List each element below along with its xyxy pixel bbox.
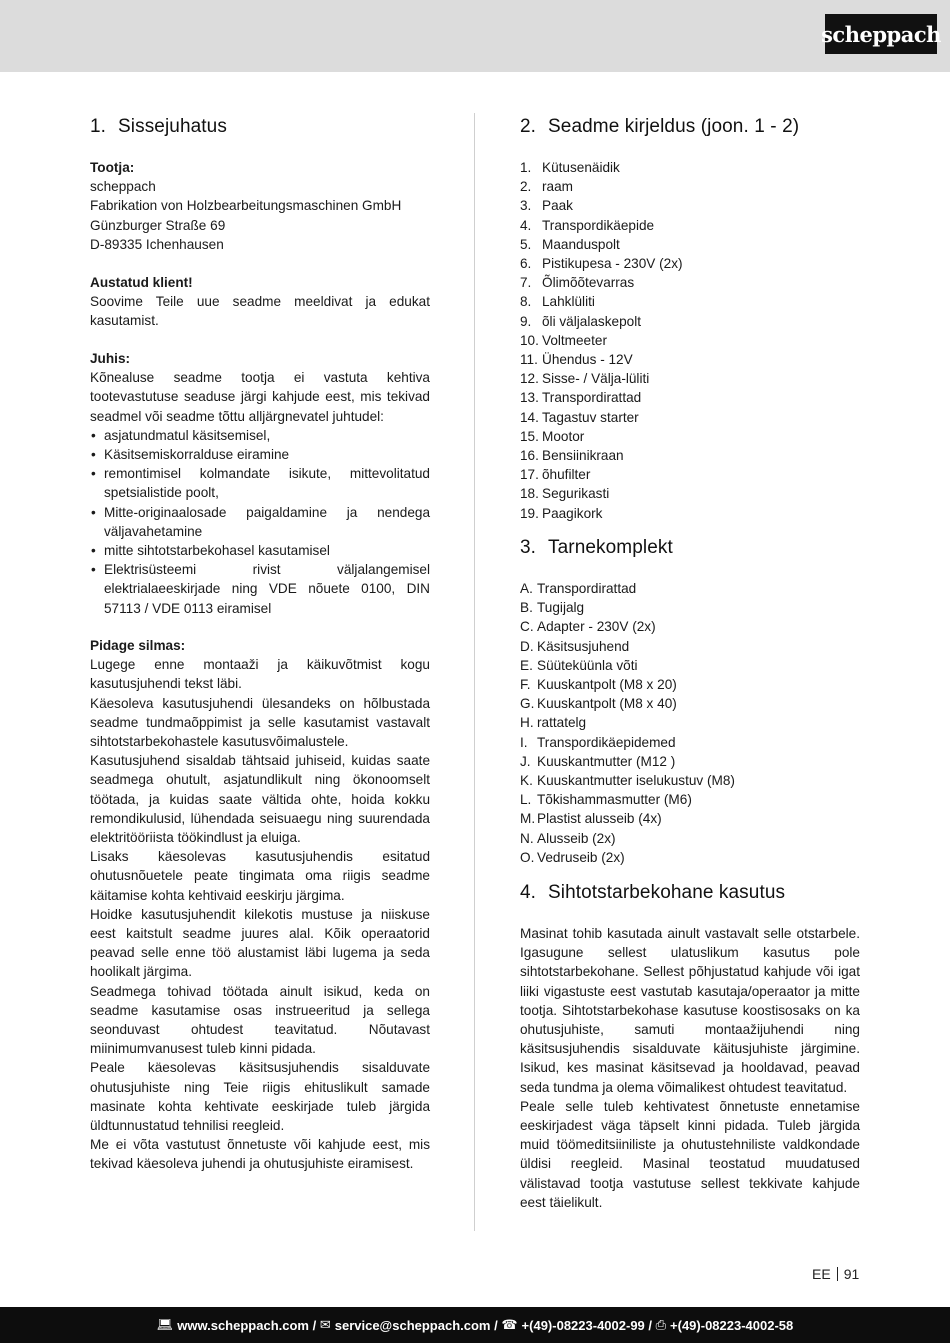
list-item: • Mitte-originaalosade paigaldamine ja nendega väljavahetamine: [90, 503, 430, 541]
manufacturer-line: D-89335 Ichenhausen: [90, 236, 224, 252]
list-item-marker: L.: [520, 792, 532, 808]
list-item: [520, 177, 860, 196]
list-item: • Elektrisüsteemi rivist väljalangemisel elektrialaeeskirjade ning VDE nõuete 0100, DIN 57113 / VDE 0113 eiramisel: [90, 560, 430, 618]
separator: /: [644, 1317, 656, 1333]
phone-icon: ☎︎: [501, 1317, 518, 1332]
scheppach-logo: [821, 14, 941, 54]
page-number: [812, 1266, 859, 1282]
list-item-marker: 6.: [520, 256, 532, 272]
list-item-label: õhufilter: [542, 467, 591, 483]
section-title: Tarnekomplekt: [548, 537, 673, 558]
page-number-separator: [837, 1267, 838, 1281]
attention-label: Pidage silmas:: [90, 638, 186, 653]
list-item-marker: 8.: [520, 294, 532, 310]
list-item-marker: D.: [520, 638, 534, 654]
paragraph: Peale käesolevas käsitsusjuhendis sisalduvate ohutusjuhiste ning Teie riigis ehituslikult samade masinate kohta kehtivate eeskirjade tuleb järgida üldtunnustatud tehnilisi reegleid.: [90, 1060, 430, 1134]
list-item-marker: A.: [520, 581, 533, 596]
list-item-marker: J.: [520, 753, 531, 769]
list-item: [520, 216, 860, 235]
greeting-label: Austatud klient!: [90, 275, 193, 290]
list-item: [520, 235, 860, 254]
list-item: [520, 771, 860, 790]
list-item-label: Voltmeeter: [542, 332, 607, 348]
paragraph: Kasutusjuhend sisaldab tähtsaid juhiseid, kuidas saate seadmega ohutult, asjatundlikult ning ökonoomselt töötada, ja kuidas saate vältida ohte, hoida kokku remondikulusid, lühendada seisuaegu ning suurendada elektritööriista töökindlust ja eluiga.: [90, 753, 430, 846]
email-icon: ✉︎: [319, 1317, 331, 1332]
list-item: [520, 675, 860, 694]
list-item: [520, 350, 860, 369]
paragraph: Me ei võta vastutust õnnetuste või kahjude eest, mis tekivad käesoleva juhendi ja ohutusjuhiste eiramisest.: [90, 1137, 430, 1172]
list-item: • Käsitsemiskorralduse eiramine: [90, 445, 430, 464]
list-item-label: Käsitsusjuhend: [537, 638, 630, 654]
list-item: [520, 369, 860, 388]
paragraph: Seadmega tohivad töötada ainult isikud, keda on seadme kasutamise osas instrueeritud ja sellega seonduvast ohtudest teavitatud. Nõutavast miinimumvanusest tuleb kinni pidada.: [90, 983, 430, 1057]
list-item-marker: B.: [520, 600, 533, 616]
list-item: [520, 254, 860, 273]
list-item-marker: N.: [520, 830, 534, 846]
list-item-label: Lahklüliti: [542, 294, 595, 310]
list-item-label: Alusseib (2x): [537, 830, 616, 846]
list-item-label: Kuuskantpolt (M8 x 40): [537, 696, 677, 712]
computer-icon: 💻︎: [156, 1317, 174, 1332]
list-item-marker: 15.: [520, 428, 539, 444]
phone-number: +(49)-08223-4002-99: [521, 1317, 645, 1333]
list-item: [520, 331, 860, 350]
list-item: [520, 848, 860, 867]
separator: /: [490, 1317, 502, 1333]
section-4-heading: [520, 882, 785, 904]
list-item: [520, 617, 860, 636]
list-item-marker: 18.: [520, 486, 539, 502]
list-item-label: Kütusenäidik: [542, 160, 620, 175]
device-parts-list: [520, 158, 860, 523]
list-item: [520, 598, 860, 617]
section-number: 1.: [90, 116, 107, 137]
list-item-label: Paak: [542, 198, 573, 214]
email-link[interactable]: service@scheppach.com: [334, 1317, 491, 1333]
list-item-marker: 7.: [520, 275, 532, 291]
greeting-text: Soovime Teile uue seadme meeldivat ja edukat kasutamist.: [90, 294, 430, 329]
list-item-label: Tõkishammasmutter (M6): [537, 792, 692, 808]
list-item: [520, 427, 860, 446]
paragraph: Masinat tohib kasutada ainult vastavalt selle otstarbele. Igasugune sellest ulatuslikum kasutus pole sihtotstarbekohane. Sellest põhjustatud kahjude või igat liiki vigastuste eest vastutab kasutaja/operaator ja mitte tootja. Sihtotstarbekohase kasutuse koostisosaks on ka ohutusjuhiste, samuti montaažijuhendi ning käsitsusjuhendis sisalduvate käitusjuhiste järgimine. Isikud, kes masinat käsitsevad ja hooldavad, peavad seda tundma ja olema võimalikest ohtudest teavitatud.: [520, 926, 860, 1095]
list-item: [520, 733, 860, 752]
list-item: [520, 465, 860, 484]
manufacturer-line: scheppach: [90, 179, 156, 195]
list-item-label: Transpordikäepide: [542, 217, 655, 233]
list-item: [520, 694, 860, 713]
attention-block: [90, 636, 430, 1174]
list-item-marker: 4.: [520, 217, 532, 233]
list-item: [520, 408, 860, 427]
column-divider: [474, 113, 475, 1231]
section-title: Seadme kirjeldus (joon. 1 - 2): [548, 116, 800, 137]
fax-icon: ⎙: [655, 1317, 667, 1332]
list-item-label: Tagastuv starter: [542, 409, 639, 425]
list-item: [520, 273, 860, 292]
list-item-marker: 10.: [520, 332, 539, 348]
logo-text: scheppach: [821, 21, 941, 47]
list-item: [520, 809, 860, 828]
list-item-marker: 1.: [520, 160, 532, 175]
paragraph: Hoidke kasutusjuhendit kilekotis mustuse ja niiskuse eest kaitstult seadme juures alal. Kõik operaatorid peavad selle enne töö alustamist läbi lugema ja seda hoolikalt järgima.: [90, 906, 430, 980]
list-item: [520, 637, 860, 656]
note-bullet-list: [90, 426, 430, 618]
page-number-value: 91: [843, 1266, 860, 1282]
language-code: EE: [812, 1266, 831, 1282]
manufacturer-line: Fabrikation von Holzbearbeitungsmaschinen GmbH: [90, 198, 402, 214]
list-item-marker: K.: [520, 773, 533, 789]
manufacturer-block: [90, 158, 430, 254]
list-item-marker: O.: [520, 849, 535, 865]
list-item: [520, 292, 860, 311]
list-item-marker: F.: [520, 677, 531, 693]
section-number: 4.: [520, 882, 537, 903]
list-item-label: õli väljalaskepolt: [542, 313, 641, 329]
section-number: 2.: [520, 116, 537, 137]
list-item-marker: H.: [520, 715, 534, 731]
note-label: Juhis:: [90, 351, 131, 366]
list-item: [520, 388, 860, 407]
list-item-marker: 11.: [520, 352, 538, 368]
list-item-label: Vedruseib (2x): [537, 849, 625, 865]
list-item-label: Bensiinikraan: [542, 448, 624, 464]
header-band: [0, 0, 950, 72]
list-item-marker: E.: [520, 657, 533, 673]
list-item-marker: 14.: [520, 409, 539, 425]
note-text: Kõnealuse seadme tootja ei vastuta kehtiva tootevastutuse seaduse järgi kahjude eest, mis tekivad seadmel või seadme tõttu alljärgnevatel juhtudel:: [90, 370, 430, 424]
list-item-marker: 5.: [520, 236, 532, 252]
list-item: • asjatundmatul käsitsemisel,: [90, 426, 430, 445]
list-item-marker: 9.: [520, 313, 532, 329]
paragraph: Lugege enne montaaži ja käikuvõtmist kogu kasutusjuhendi tekst läbi.: [90, 657, 430, 692]
list-item: [520, 829, 860, 848]
list-item-marker: 13.: [520, 390, 539, 406]
website-link[interactable]: www.scheppach.com: [177, 1317, 309, 1333]
list-item-label: Tugijalg: [537, 600, 585, 616]
section-1-heading: [90, 116, 227, 138]
list-item-label: Transpordirattad: [542, 390, 642, 406]
list-item-marker: G.: [520, 696, 535, 712]
list-item-label: Adapter - 230V (2x): [537, 619, 656, 635]
separator: /: [308, 1317, 320, 1333]
list-item-label: Plastist alusseib (4x): [537, 811, 662, 827]
list-item-label: Paagikork: [542, 505, 603, 521]
list-item-marker: 19.: [520, 505, 539, 521]
list-item: [520, 446, 860, 465]
list-item-marker: I.: [520, 734, 528, 750]
section-number: 3.: [520, 537, 537, 558]
list-item-label: Süüteküünla võti: [537, 657, 638, 673]
section-title: Sihtotstarbekohane kasutus: [548, 882, 786, 903]
list-item: [520, 312, 860, 331]
list-item-label: Mootor: [542, 428, 585, 444]
list-item: [520, 752, 860, 771]
section-title: Sissejuhatus: [118, 116, 227, 137]
list-item-label: rattatelg: [537, 715, 587, 731]
list-item: [520, 579, 860, 598]
paragraph: Lisaks käesolevas kasutusjuhendis esitatud ohutusnõuetele peate tingimata oma riigis seadme käitamise kohta kehtivaid eeskirju järgima.: [90, 849, 430, 903]
list-item-marker: 16.: [520, 448, 539, 464]
list-item-marker: 12.: [520, 371, 539, 387]
list-item-label: Kuuskantmutter iselukustuv (M8): [537, 773, 735, 789]
manufacturer-line: Günzburger Straße 69: [90, 217, 226, 233]
list-item: [520, 504, 860, 523]
list-item-label: Segurikasti: [542, 486, 610, 502]
list-item-label: Õlimõõtevarras: [542, 275, 635, 291]
list-item: [520, 196, 860, 215]
list-item-marker: C.: [520, 619, 534, 635]
section-2-heading: [520, 116, 799, 138]
list-item: [520, 790, 860, 809]
delivery-contents-list: [520, 579, 860, 867]
list-item: [520, 484, 860, 503]
manufacturer-label: Tootja:: [90, 160, 135, 175]
list-item-label: Ühendus - 12V: [542, 352, 633, 368]
list-item: • remontimisel kolmandate isikute, mittevolitatud spetsialistide poolt,: [90, 464, 430, 502]
note-block: [90, 349, 430, 618]
list-item-marker: 17.: [520, 467, 539, 483]
paragraph: Peale selle tuleb kehtivatest õnnetuste ennetamise eeskirjadest väga täpselt kinni pidada. Tuleb järgida muid töömeditsiiniliste ja ohutustehniliste valdkondade üldisi reegleid. Masinal teostatud muudatused välistavad tootja vastutuse sellest tekkivate kahjude eest täielikult.: [520, 1098, 860, 1210]
list-item-label: Kuuskantpolt (M8 x 20): [537, 677, 677, 693]
list-item: [520, 158, 860, 177]
footer-contact-bar: [0, 1307, 950, 1343]
list-item-label: Sisse- / Välja-lüliti: [542, 371, 650, 387]
list-item-marker: 3.: [520, 198, 532, 214]
paragraph: Käesoleva kasutusjuhendi ülesandeks on hõlbustada seadme tundmaõppimist ja selle kasutamist vastavalt sihtotstarbekohastele kasutusvõimalustele.: [90, 695, 430, 750]
list-item-label: Maanduspolt: [542, 236, 620, 252]
list-item-marker: M.: [520, 811, 536, 827]
list-item: [520, 656, 860, 675]
list-item-label: raam: [542, 179, 573, 195]
list-item: • mitte sihtotstarbekohasel kasutamisel: [90, 541, 430, 560]
list-item: [520, 713, 860, 732]
list-item-label: Transpordirattad: [537, 581, 637, 596]
intended-use-block: [520, 924, 860, 1212]
list-item-label: Kuuskantmutter (M12 ): [537, 753, 676, 769]
section-3-heading: [520, 537, 673, 559]
greeting-block: [90, 273, 430, 331]
list-item-label: Transpordikäepidemed: [537, 734, 676, 750]
list-item-marker: 2.: [520, 179, 532, 195]
fax-number: +(49)-08223-4002-58: [670, 1317, 794, 1333]
list-item-label: Pistikupesa - 230V (2x): [542, 256, 683, 272]
